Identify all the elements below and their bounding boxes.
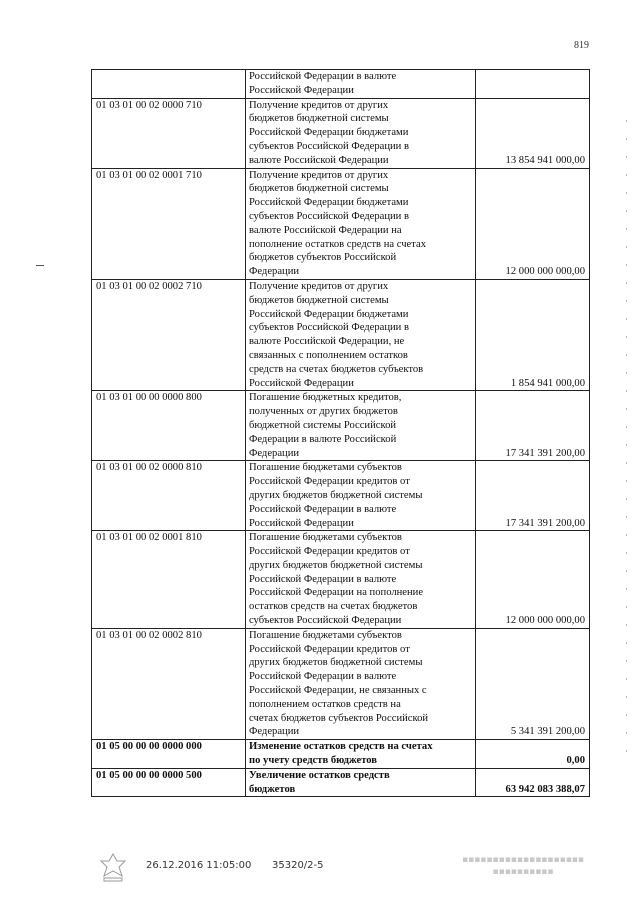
row-amount: 13 854 941 000,00 (476, 98, 590, 168)
row-description: Получение кредитов от других бюджетов бюджетной системы Российской Федерации бюджетами субъектов Российской Федерации в валюте Российской Федерации (246, 98, 476, 168)
table-row (92, 628, 590, 739)
row-description: Увеличение остатков средств бюджетов (246, 768, 476, 797)
table-row (92, 98, 590, 168)
row-code: 01 05 00 00 00 0000 000 (92, 740, 246, 769)
row-amount: 0,00 (476, 740, 590, 769)
row-amount (476, 70, 590, 99)
budget-table (91, 69, 590, 797)
row-description: Изменение остатков средств на счетах по учету средств бюджетов (246, 740, 476, 769)
watermark: ▪▪▪▪▪▪▪▪▪▪▪▪▪▪▪▪▪▪▪▪ ▪▪▪▪▪▪▪▪▪▪ (462, 855, 584, 877)
row-code: 01 05 00 00 00 0000 500 (92, 768, 246, 797)
page-footer (0, 855, 640, 900)
row-code (92, 70, 246, 99)
table-row-total (92, 740, 590, 769)
margin-mark (36, 265, 44, 266)
row-code: 01 03 01 00 02 0002 810 (92, 628, 246, 739)
row-description: Получение кредитов от других бюджетов бюджетной системы Российской Федерации бюджетами субъектов Российской Федерации в валюте Российской Федерации, не связанных с пополнением остатков средств на счетах бюджетов субъектов Российской Федерации (246, 279, 476, 390)
row-amount: 63 942 083 388,07 (476, 768, 590, 797)
table-row (92, 168, 590, 279)
table-row (92, 391, 590, 461)
row-code: 01 03 01 00 00 0000 800 (92, 391, 246, 461)
row-code: 01 03 01 00 02 0001 810 (92, 531, 246, 629)
row-description: Погашение бюджетами субъектов Российской Федерации кредитов от других бюджетов бюджетной системы Российской Федерации в валюте Российской Федерации (246, 461, 476, 531)
scan-specks (626, 120, 627, 760)
row-code: 01 03 01 00 02 0002 710 (92, 279, 246, 390)
row-amount: 12 000 000 000,00 (476, 531, 590, 629)
page-number: 819 (574, 40, 589, 51)
row-description: Российской Федерации в валюте Российской Федерации (246, 70, 476, 99)
row-amount: 1 854 941 000,00 (476, 279, 590, 390)
footer-date: 26.12.2016 11:05:00 (146, 860, 252, 871)
table-row (92, 461, 590, 531)
footer-doc-id: 35320/2-5 (272, 860, 324, 871)
table-row (92, 70, 590, 99)
row-description: Погашение бюджетами субъектов Российской Федерации кредитов от других бюджетов бюджетной системы Российской Федерации в валюте Российской Федерации на пополнение остатков средств на счетах бюджетов субъектов Российской Федерации (246, 531, 476, 629)
table-row (92, 531, 590, 629)
row-amount: 12 000 000 000,00 (476, 168, 590, 279)
row-description: Погашение бюджетами субъектов Российской Федерации кредитов от других бюджетов бюджетной системы Российской Федерации в валюте Российской Федерации, не связанных с пополнением остатков средств на счетах бюджетов субъектов Российской Федерации (246, 628, 476, 739)
row-description: Погашение бюджетных кредитов, полученных от других бюджетов бюджетной системы Российской Федерации в валюте Российской Федерации (246, 391, 476, 461)
stamp-icon (96, 852, 130, 888)
table-row (92, 279, 590, 390)
row-code: 01 03 01 00 02 0001 710 (92, 168, 246, 279)
row-code: 01 03 01 00 02 0000 810 (92, 461, 246, 531)
table-row-total (92, 768, 590, 797)
row-description: Получение кредитов от других бюджетов бюджетной системы Российской Федерации бюджетами субъектов Российской Федерации в валюте Российской Федерации на пополнение остатков средств на счетах бюджетов субъектов Российской Федерации (246, 168, 476, 279)
row-amount: 17 341 391 200,00 (476, 461, 590, 531)
row-amount: 5 341 391 200,00 (476, 628, 590, 739)
row-code: 01 03 01 00 02 0000 710 (92, 98, 246, 168)
row-amount: 17 341 391 200,00 (476, 391, 590, 461)
